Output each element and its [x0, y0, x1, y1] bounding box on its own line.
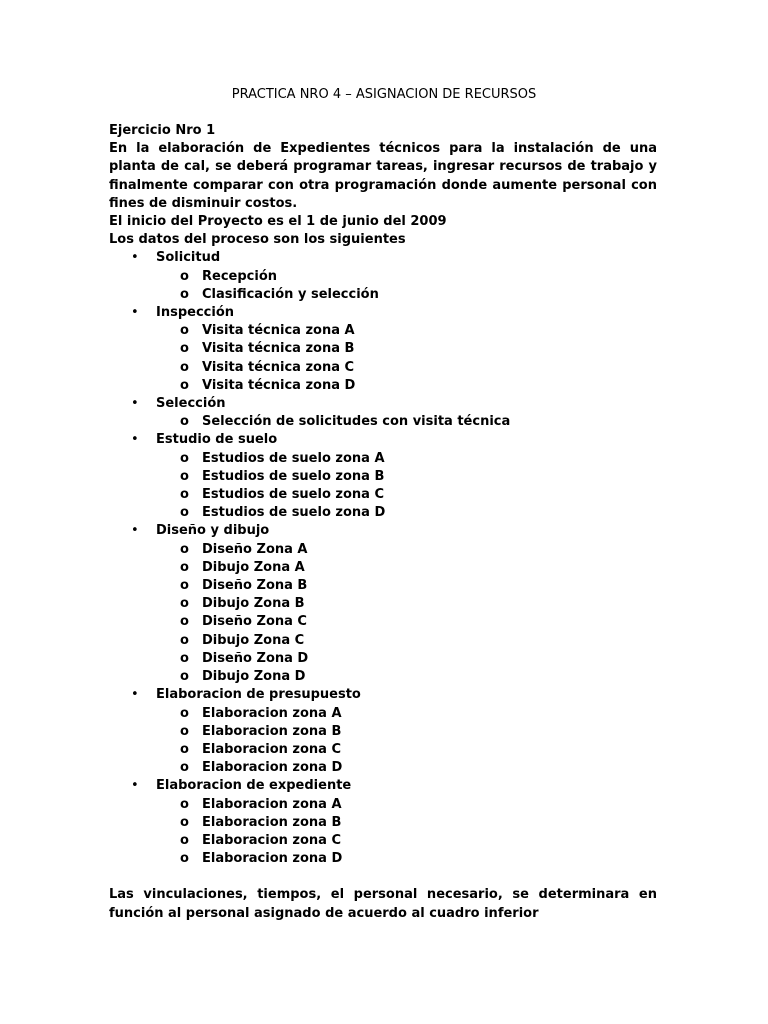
sub-item: [156, 340, 657, 358]
sub-item: [156, 850, 657, 868]
process-section: [109, 431, 657, 522]
spacer: [109, 868, 657, 886]
sub-item-label: Clasificación y selección: [202, 286, 379, 302]
sub-item: [156, 413, 657, 431]
circle-bullet-icon: o: [180, 760, 189, 776]
sub-item-label: Dibujo Zona C: [202, 632, 305, 648]
section-label: Selección: [156, 396, 226, 412]
circle-bullet-icon: o: [180, 851, 189, 867]
circle-bullet-icon: o: [180, 796, 189, 812]
sub-item-label: Estudios de suelo zona C: [202, 487, 385, 503]
circle-bullet-icon: o: [180, 578, 189, 594]
sub-item: [156, 650, 657, 668]
circle-bullet-icon: o: [180, 487, 189, 503]
circle-bullet-icon: o: [180, 669, 189, 685]
section-label: Elaboracion de expediente: [156, 778, 352, 794]
circle-bullet-icon: o: [180, 814, 189, 830]
sub-item: [156, 468, 657, 486]
sub-item: [156, 668, 657, 686]
circle-bullet-icon: o: [180, 614, 189, 630]
sub-list: [156, 268, 657, 304]
sub-item-label: Estudios de suelo zona A: [202, 450, 385, 466]
circle-bullet-icon: o: [180, 341, 189, 357]
process-section: [109, 777, 657, 868]
circle-bullet-icon: o: [180, 323, 189, 339]
sub-list: [156, 450, 657, 523]
circle-bullet-icon: o: [180, 596, 189, 612]
circle-bullet-icon: o: [180, 286, 189, 302]
page-title: PRACTICA NRO 4 – ASIGNACION DE RECURSOS: [231, 87, 537, 102]
sub-item-label: Elaboracion zona B: [202, 723, 342, 739]
sub-item: [156, 450, 657, 468]
circle-bullet-icon: o: [180, 632, 189, 648]
process-section: [109, 522, 657, 686]
circle-bullet-icon: o: [180, 468, 189, 484]
bullet-icon: •: [131, 250, 139, 266]
data-intro-line: Los datos del proceso son los siguientes: [109, 232, 406, 248]
sub-item-label: Elaboracion zona D: [202, 760, 343, 776]
section-label: Estudio de suelo: [156, 432, 278, 448]
sub-item-label: Elaboracion zona C: [202, 741, 341, 757]
sub-item-label: Diseño Zona D: [202, 650, 309, 666]
circle-bullet-icon: o: [180, 541, 189, 557]
bullet-icon: •: [131, 778, 139, 794]
sub-item: [156, 759, 657, 777]
sub-item-label: Diseño Zona A: [202, 541, 308, 557]
sub-item: [156, 613, 657, 631]
sub-item: [156, 741, 657, 759]
closing-paragraph: Las vinculaciones, tiempos, el personal necesario, se determinara en función al personal asignado de acuerdo al cuadro inferior: [109, 887, 657, 921]
sub-item: [156, 359, 657, 377]
circle-bullet-icon: o: [180, 723, 189, 739]
section-label: Diseño y dibujo: [156, 523, 270, 539]
circle-bullet-icon: o: [180, 559, 189, 575]
sub-item-label: Dibujo Zona B: [202, 596, 305, 612]
sub-item-label: Visita técnica zona A: [202, 323, 355, 339]
sub-item: [156, 541, 657, 559]
sub-item-label: Selección de solicitudes con visita técnica: [202, 414, 511, 430]
sub-item-label: Dibujo Zona A: [202, 559, 305, 575]
sub-item: [156, 322, 657, 340]
sub-item-label: Visita técnica zona C: [202, 359, 355, 375]
circle-bullet-icon: o: [180, 359, 189, 375]
sub-item-label: Elaboracion zona C: [202, 832, 341, 848]
process-section: [109, 304, 657, 395]
sub-item-label: Visita técnica zona B: [202, 341, 355, 357]
sub-item-label: Elaboracion zona A: [202, 705, 342, 721]
sub-item: [156, 595, 657, 613]
sub-list: [156, 705, 657, 778]
sub-list: [156, 413, 657, 431]
sub-item: [156, 377, 657, 395]
sub-item: [156, 486, 657, 504]
section-label: Solicitud: [156, 250, 221, 266]
sub-list: [156, 322, 657, 395]
sub-item: [156, 504, 657, 522]
bullet-icon: •: [131, 305, 139, 321]
process-section: [109, 686, 657, 777]
sub-item-label: Elaboracion zona D: [202, 851, 343, 867]
sub-item-label: Recepción: [202, 268, 278, 284]
sub-item: [156, 723, 657, 741]
sub-item-label: Dibujo Zona D: [202, 669, 306, 685]
exercise-heading: Ejercicio Nro 1: [109, 123, 216, 138]
bullet-icon: •: [131, 396, 139, 412]
circle-bullet-icon: o: [180, 705, 189, 721]
intro-paragraph: En la elaboración de Expedientes técnicos para la instalación de una planta de cal, se deberá programar tareas, ingresar recursos de trabajo y finalmente comparar con otra programación donde aumente personal con fines de disminuir costos.: [109, 141, 657, 211]
sub-item-label: Estudios de suelo zona D: [202, 505, 386, 521]
circle-bullet-icon: o: [180, 505, 189, 521]
section-label: Elaboracion de presupuesto: [156, 687, 361, 703]
process-section: [109, 395, 657, 431]
circle-bullet-icon: o: [180, 832, 189, 848]
sub-item: [156, 268, 657, 286]
bullet-icon: •: [131, 523, 139, 539]
sub-item: [156, 559, 657, 577]
sub-item: [156, 832, 657, 850]
sub-item-label: Elaboracion zona B: [202, 814, 342, 830]
circle-bullet-icon: o: [180, 741, 189, 757]
bullet-icon: •: [131, 687, 139, 703]
process-list: [109, 249, 657, 868]
circle-bullet-icon: o: [180, 450, 189, 466]
sub-list: [156, 796, 657, 869]
process-section: [109, 249, 657, 304]
sub-item: [156, 286, 657, 304]
sub-item-label: Diseño Zona C: [202, 614, 307, 630]
document-body: [109, 122, 657, 923]
sub-item: [156, 814, 657, 832]
sub-item: [156, 577, 657, 595]
section-label: Inspección: [156, 305, 235, 321]
circle-bullet-icon: o: [180, 414, 189, 430]
sub-item-label: Visita técnica zona D: [202, 377, 356, 393]
sub-item-label: Diseño Zona B: [202, 578, 308, 594]
circle-bullet-icon: o: [180, 650, 189, 666]
circle-bullet-icon: o: [180, 268, 189, 284]
sub-item: [156, 705, 657, 723]
sub-list: [156, 541, 657, 687]
start-date-line: El inicio del Proyecto es el 1 de junio del 2009: [109, 214, 447, 230]
sub-item-label: Elaboracion zona A: [202, 796, 342, 812]
sub-item-label: Estudios de suelo zona B: [202, 468, 385, 484]
bullet-icon: •: [131, 432, 139, 448]
circle-bullet-icon: o: [180, 377, 189, 393]
sub-item: [156, 632, 657, 650]
sub-item: [156, 796, 657, 814]
